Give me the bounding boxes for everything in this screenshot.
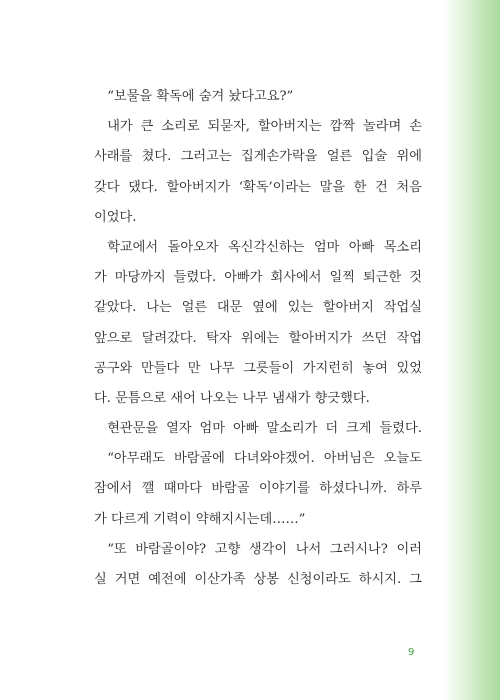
text-word: 때마다 xyxy=(163,481,202,497)
text-word: 처음 xyxy=(396,179,422,195)
text-word: 만들다 xyxy=(140,360,180,376)
text-word: 내가 xyxy=(107,119,133,135)
text-word: 이었다. xyxy=(94,209,137,225)
text-word: 하셨다니까. xyxy=(319,481,388,497)
text-word: 손 xyxy=(409,119,422,135)
text-word: 나서 xyxy=(295,541,322,557)
text-line xyxy=(94,505,422,535)
text-line xyxy=(94,384,422,414)
text-word: 되묻자, xyxy=(207,119,250,135)
text-word: 가 xyxy=(94,270,107,286)
text-word: 목소리 xyxy=(383,239,422,255)
text-word: 것 xyxy=(409,270,422,286)
text-word: 생각이 xyxy=(248,541,288,557)
text-word: 있었 xyxy=(396,360,422,376)
text-word: 할아버지는 xyxy=(257,119,322,135)
text-word: 나무 xyxy=(242,390,268,406)
text-word: 확독에 xyxy=(156,89,195,104)
text-word: 달려갔다. xyxy=(141,330,197,346)
text-word: 문틈으로 xyxy=(115,390,167,406)
text-word: 사래를 xyxy=(94,149,133,165)
text-line xyxy=(94,82,422,112)
text-line xyxy=(94,112,422,142)
text-word: 다르게 xyxy=(110,511,150,527)
text-word: 탁자 xyxy=(206,330,232,346)
text-word: 이러 xyxy=(396,541,422,557)
text-line xyxy=(94,414,422,444)
text-word: 바람골 xyxy=(211,481,250,497)
text-word: 하시지. xyxy=(358,572,402,587)
text-word: 나무 xyxy=(209,360,235,376)
text-word: 대문 xyxy=(216,300,243,316)
text-word: 쳤다. xyxy=(141,149,172,165)
text-word: 말을 xyxy=(319,179,345,195)
text-line xyxy=(94,293,422,323)
text-word: 집게손가락을 xyxy=(240,149,318,165)
text-word: 나는 xyxy=(146,300,172,316)
text-word: 바람골에 xyxy=(173,451,225,467)
text-word: 같았다. xyxy=(94,300,137,316)
text-word: 들렸다. xyxy=(173,270,217,286)
text-word: 놨다고요?” xyxy=(228,89,294,104)
text-word: 크게 xyxy=(346,421,372,437)
text-word: 이야기를 xyxy=(258,481,310,497)
text-word: 그 xyxy=(409,572,422,587)
text-word: 실 xyxy=(94,572,107,587)
text-word: “보물을 xyxy=(107,89,153,104)
text-word: 잠에서 xyxy=(94,481,133,497)
body-text xyxy=(94,82,422,595)
text-word: 댔다. xyxy=(128,179,158,195)
text-word: 고향 xyxy=(214,541,241,557)
text-word: 공구와 xyxy=(94,360,133,376)
page-number: 9 xyxy=(408,647,415,658)
text-word: 건 xyxy=(375,179,388,195)
text-word: 예전에 xyxy=(148,572,187,587)
text-line xyxy=(94,354,422,384)
text-word: 약해지시는데……” xyxy=(195,511,306,527)
text-word: 들렸다. xyxy=(379,421,422,437)
text-word: 할아버지 xyxy=(322,300,374,316)
text-word: 신청이라도 xyxy=(287,572,351,587)
text-word: 할아버지가 xyxy=(166,179,231,195)
text-word: 이산가족 xyxy=(194,572,246,587)
text-line xyxy=(94,142,422,172)
text-word: 만 xyxy=(187,360,201,376)
text-word: 그릇들이 xyxy=(243,360,295,376)
text-word: 하루 xyxy=(396,481,422,497)
text-word: 열자 xyxy=(166,421,192,437)
text-word: 일찍 xyxy=(329,270,355,286)
text-word: 상봉 xyxy=(253,572,280,587)
text-word: 앞으로 xyxy=(94,330,133,346)
text-word: 돌아오자 xyxy=(167,239,219,255)
text-line xyxy=(94,324,422,354)
text-word: 숨겨 xyxy=(198,89,225,104)
text-word: 위에는 xyxy=(240,330,280,346)
text-word: 말소리가 xyxy=(266,421,318,437)
text-word: 새어 xyxy=(170,390,196,406)
text-word: 더 xyxy=(325,421,339,437)
text-word: 위에 xyxy=(396,149,422,165)
text-word: 옆에 xyxy=(252,300,278,316)
text-word: 얼른 xyxy=(326,149,353,165)
text-word: 갖다 xyxy=(94,179,120,195)
text-word: “아무래도 xyxy=(107,451,165,467)
text-word: 마당까지 xyxy=(114,270,166,286)
text-line xyxy=(94,444,422,474)
text-word: 오늘도 xyxy=(383,451,422,467)
text-word: 현관문을 xyxy=(107,421,159,437)
text-line xyxy=(94,565,422,595)
text-word: 아버님은 xyxy=(323,451,375,467)
text-line xyxy=(94,173,422,203)
text-word: 쓰던 xyxy=(361,330,388,346)
text-word: 작업실 xyxy=(383,300,422,316)
text-word: 가지런히 xyxy=(302,360,354,376)
text-word: 옥신각신하는 xyxy=(228,239,305,255)
text-word: 아빠 xyxy=(348,239,375,255)
text-word: 얼른 xyxy=(181,300,208,316)
text-word: 할아버지가 xyxy=(288,330,353,346)
text-word: 놓여 xyxy=(362,360,388,376)
text-word: 한 xyxy=(353,179,367,195)
text-word: 회사에서 xyxy=(270,270,322,286)
text-line xyxy=(94,203,422,233)
text-word: 거면 xyxy=(114,572,141,587)
text-line xyxy=(94,263,422,293)
text-word: 그러고는 xyxy=(180,149,232,165)
text-line xyxy=(94,233,422,263)
text-word: 바람골이야? xyxy=(135,541,207,557)
text-word: 깰 xyxy=(141,481,155,497)
text-word: 나오는 xyxy=(200,390,239,406)
side-decoration-band xyxy=(442,0,500,700)
text-word: 그러시나? xyxy=(329,541,388,557)
text-word: 입술 xyxy=(361,149,388,165)
text-word: 기력이 xyxy=(153,511,192,527)
text-word: 가 xyxy=(94,511,107,527)
text-word: 있는 xyxy=(287,300,314,316)
text-word: “또 xyxy=(107,541,127,557)
text-word: 아빠 xyxy=(232,421,259,437)
text-word: ‘확독’이라는 xyxy=(238,179,311,195)
text-word: 아빠가 xyxy=(224,270,263,286)
text-line xyxy=(94,535,422,565)
text-word: 엄마 xyxy=(199,421,226,437)
text-word: 깜짝 xyxy=(329,119,356,135)
text-word: 퇴근한 xyxy=(363,270,402,286)
text-word: 놀라며 xyxy=(363,119,402,135)
text-word: 학교에서 xyxy=(107,239,159,255)
text-line xyxy=(94,474,422,504)
text-word: 큰 xyxy=(140,119,154,135)
text-word: 다녀와야겠어. xyxy=(234,451,315,467)
text-word: 작업 xyxy=(396,330,422,346)
text-word: 향긋했다. xyxy=(314,390,370,406)
text-word: 다. xyxy=(94,390,111,406)
text-word: 소리로 xyxy=(161,119,200,135)
text-word: 냄새가 xyxy=(272,390,311,406)
text-word: 엄마 xyxy=(313,239,340,255)
